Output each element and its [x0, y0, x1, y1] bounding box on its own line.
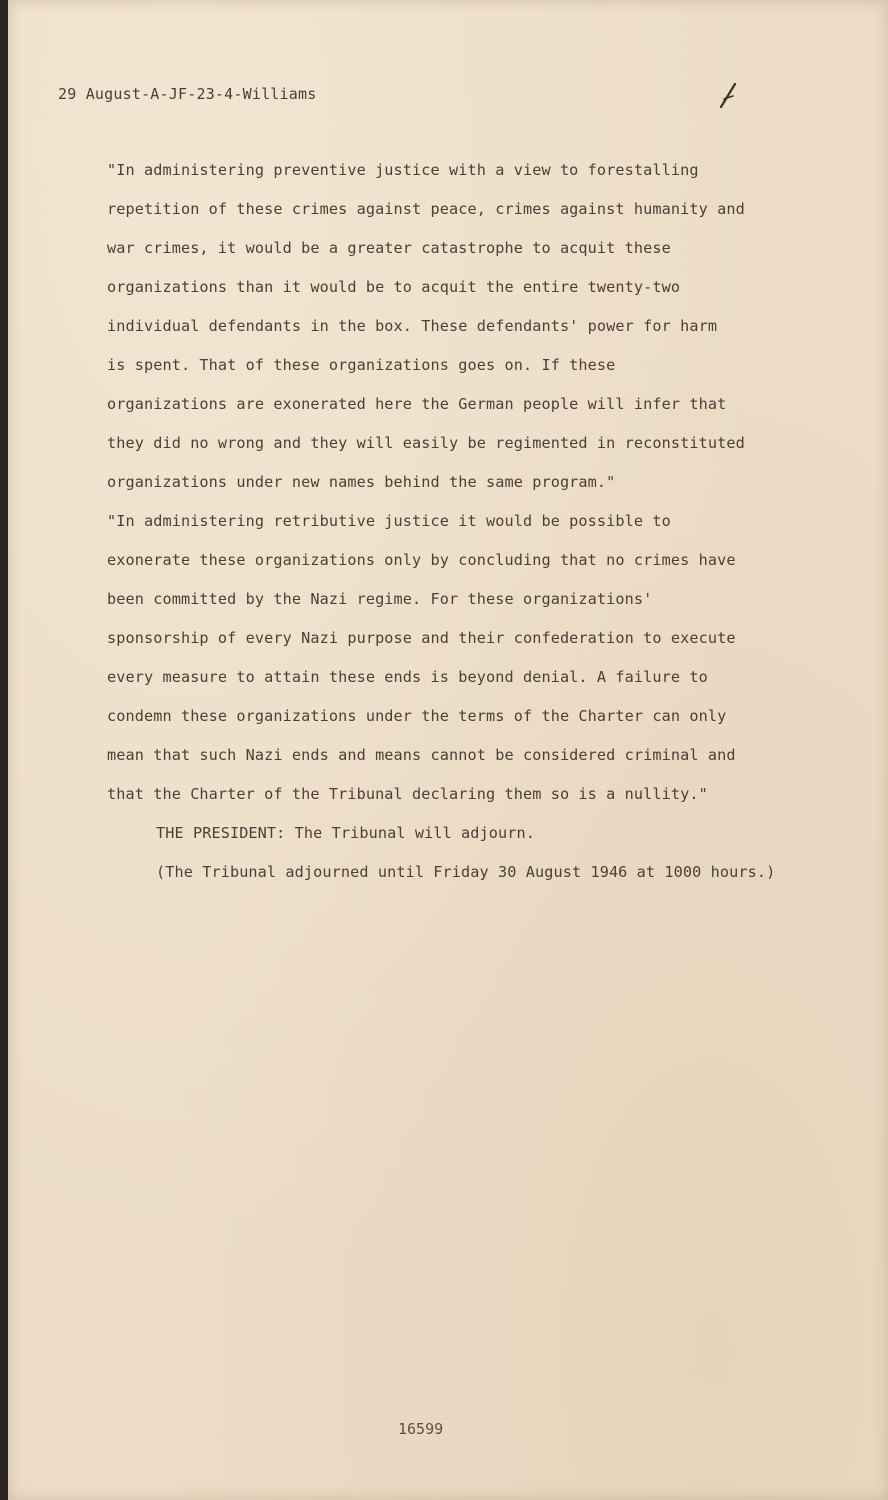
body-line: been committed by the Nazi regime. For these organizations'	[107, 590, 653, 608]
body-line: "In administering retributive justice it would be possible to	[107, 512, 671, 530]
document-reference: 29 August-A-JF-23-4-Williams	[58, 85, 317, 103]
president-statement: THE PRESIDENT: The Tribunal will adjourn.	[156, 824, 535, 842]
body-line: every measure to attain these ends is beyond denial. A failure to	[107, 668, 708, 686]
pen-mark-icon	[718, 80, 740, 110]
body-line: is spent. That of these organizations goes on. If these	[107, 356, 616, 374]
body-line: organizations than it would be to acquit the entire twenty-two	[107, 278, 681, 296]
body-line: they did no wrong and they will easily be regimented in reconstituted	[107, 434, 745, 452]
body-line: individual defendants in the box. These defendants' power for harm	[107, 317, 718, 335]
body-line: condemn these organizations under the terms of the Charter can only	[107, 707, 727, 725]
document-page	[8, 0, 888, 1500]
body-line: sponsorship of every Nazi purpose and their confederation to execute	[107, 629, 736, 647]
body-line: organizations are exonerated here the German people will infer that	[107, 395, 727, 413]
body-line: repetition of these crimes against peace, crimes against humanity and	[107, 200, 745, 218]
body-line: "In administering preventive justice with a view to forestalling	[107, 161, 699, 179]
body-line: organizations under new names behind the same program."	[107, 473, 616, 491]
body-line: war crimes, it would be a greater catastrophe to acquit these	[107, 239, 671, 257]
adjournment-note: (The Tribunal adjourned until Friday 30 August 1946 at 1000 hours.)	[156, 863, 776, 881]
body-line: mean that such Nazi ends and means cannot be considered criminal and	[107, 746, 736, 764]
body-line: that the Charter of the Tribunal declaring them so is a nullity."	[107, 785, 708, 803]
body-line: exonerate these organizations only by concluding that no crimes have	[107, 551, 736, 569]
page-number: 16599	[398, 1420, 444, 1438]
